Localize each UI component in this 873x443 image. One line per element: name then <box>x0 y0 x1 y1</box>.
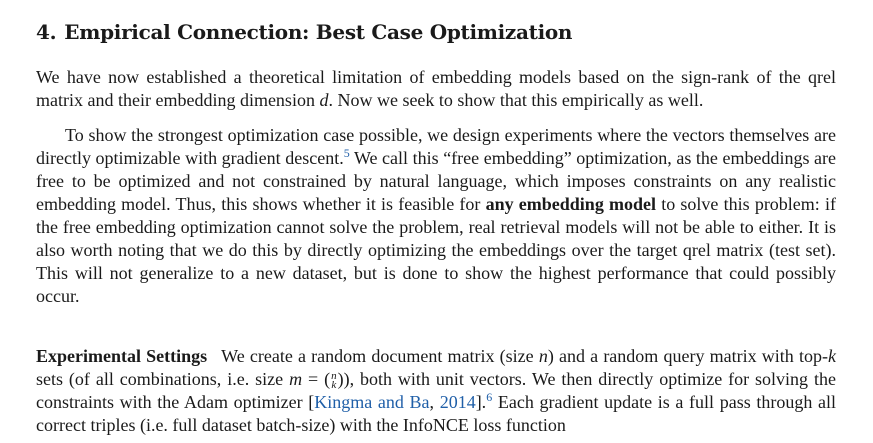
binomial-bottom: k <box>331 379 337 391</box>
paragraph-text: To show the strongest optimization case possible, we design experiments where the vectors themselves are directly optimizable with gradient descent. <box>36 125 836 168</box>
paragraph-free-embedding <box>36 124 836 308</box>
citation-separator: , <box>429 392 440 412</box>
emphasis-text: any embedding model <box>485 194 657 214</box>
binomial-coefficient <box>330 372 338 390</box>
paragraph-text: to solve this problem: if the free embedding optimization cannot solve the problem, real retrieval models will not be able to either. It is also worth noting that we do this by directly optimizing the embeddings over the target qrel matrix (test set). This will not generalize to a new dataset, but is done to show the highest performance that could possibly occur. <box>36 194 836 306</box>
footnote-ref-6[interactable]: 6 <box>486 390 493 404</box>
math-equals: = ( <box>302 369 331 389</box>
paragraph-text: sets (of all combinations, i.e. size <box>36 369 290 389</box>
paragraph-text: Each gradient update is a full pass through all correct triples (i.e. full dataset batch-size) with the InfoNCE loss function <box>36 392 836 435</box>
math-variable-n: n <box>538 346 548 366</box>
section-heading <box>36 20 572 44</box>
paragraph-text: We have now established a theoretical limitation of embedding models based on the sign-rank of the qrel matrix and their embedding dimension <box>36 67 836 110</box>
footnote-ref-5[interactable]: 5 <box>343 146 350 160</box>
section-title: Empirical Connection: Best Case Optimization <box>64 20 573 44</box>
paragraph-text: ]. <box>475 392 487 412</box>
paragraph-text: ) and a random query matrix with top- <box>547 346 828 366</box>
section-number: 4. <box>36 20 57 44</box>
paragraph-text: We call this “free embedding” optimization, as the embeddings are free to be optimized and not constrained by natural language, which imposes constraints on any realistic embedding model. Thus, this shows whether it is feasible for <box>36 148 836 214</box>
math-variable-d: d <box>319 90 329 110</box>
binomial-top: n <box>331 370 337 382</box>
math-variable-k: k <box>827 346 836 366</box>
paragraph-text: . Now we seek to show that this empirically as well. <box>328 90 704 110</box>
citation-link[interactable]: Kingma and Ba <box>314 392 430 412</box>
paragraph-experimental-settings <box>36 345 836 437</box>
paragraph-intro <box>36 66 836 112</box>
paragraph-text: We create a random document matrix (size <box>221 346 539 366</box>
citation-year-link[interactable]: 2014 <box>439 392 476 412</box>
paragraph-heading: Experimental Settings <box>36 346 208 366</box>
paragraph-text: )), both with unit vectors. We then directly optimize for solving the constraints with the Adam optimizer [ <box>36 369 836 412</box>
math-variable-m: m <box>289 369 303 389</box>
